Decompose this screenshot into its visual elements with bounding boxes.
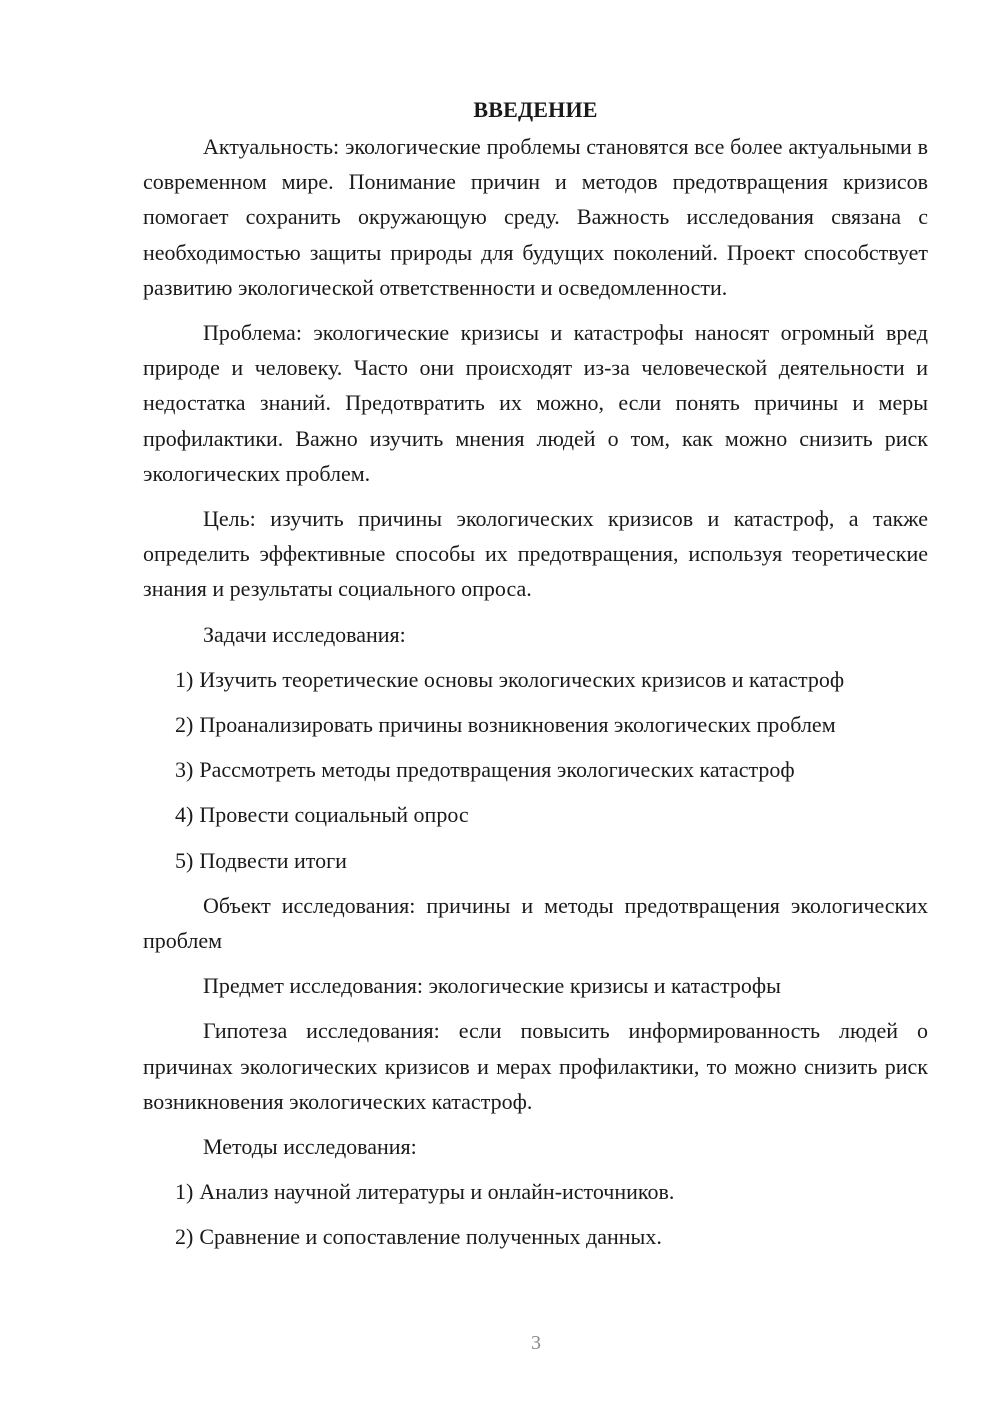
document-page bbox=[143, 92, 928, 1265]
paragraph-object: Объект исследования: причины и методы предотвращения экологических проблем bbox=[143, 892, 928, 954]
list-item-text: Анализ научной литературы и онлайн-источников. bbox=[199, 1179, 675, 1205]
list-item-number: 1) bbox=[175, 666, 194, 692]
list-item bbox=[143, 707, 928, 742]
list-item bbox=[143, 797, 928, 832]
list-item-text: Проанализировать причины возникновения экологических проблем bbox=[199, 712, 836, 738]
list-item-number: 2) bbox=[175, 1224, 194, 1250]
list-item-number: 1) bbox=[175, 1179, 194, 1205]
paragraph-relevance: Актуальность: экологические проблемы становятся все более актуальными в современном мире. Понимание причин и методов предотвращения кризисов помогает сохранить окружающую среду. Важность исследования связана с необходимостью защиты природы для будущих поколений. Проект способствует развитию экологической ответственности и осведомленности. bbox=[143, 134, 928, 300]
list-item-number: 2) bbox=[175, 712, 194, 738]
tasks-list bbox=[143, 662, 928, 878]
list-item-text: Сравнение и сопоставление полученных данных. bbox=[199, 1224, 662, 1250]
section-title: ВВЕДЕНИЕ bbox=[473, 97, 598, 122]
page-number: 3 bbox=[531, 1332, 541, 1354]
list-item-number: 3) bbox=[175, 757, 194, 783]
paragraph-problem: Проблема: экологические кризисы и катастрофы наносят огромный вред природе и человеку. Часто они происходят из-за человеческой деятельности и недостатка знаний. Предотвратить их можно, если понять причины и меры профилактики. Важно изучить мнения людей о том, как можно снизить риск экологических проблем. bbox=[143, 320, 928, 486]
list-item bbox=[143, 752, 928, 787]
list-item bbox=[143, 1174, 928, 1209]
list-item-number: 5) bbox=[175, 847, 194, 873]
list-item bbox=[143, 843, 928, 878]
paragraph-subject: Предмет исследования: экологические кризисы и катастрофы bbox=[203, 973, 781, 999]
list-item bbox=[143, 1219, 928, 1254]
list-item-text: Провести социальный опрос bbox=[199, 802, 469, 828]
paragraph-goal: Цель: изучить причины экологических кризисов и катастроф, а также определить эффективные способы их предотвращения, используя теоретические знания и результаты социального опроса. bbox=[143, 506, 928, 602]
methods-heading: Методы исследования: bbox=[203, 1134, 417, 1160]
paragraph-hypothesis: Гипотеза исследования: если повысить информированность людей о причинах экологических кризисов и мерах профилактики, то можно снизить риск возникновения экологических катастроф. bbox=[143, 1018, 928, 1114]
list-item-number: 4) bbox=[175, 802, 194, 828]
methods-list bbox=[143, 1174, 928, 1254]
tasks-heading: Задачи исследования: bbox=[203, 621, 406, 647]
list-item-text: Изучить теоретические основы экологических кризисов и катастроф bbox=[199, 666, 845, 692]
list-item-text: Подвести итоги bbox=[199, 847, 347, 873]
list-item-text: Рассмотреть методы предотвращения экологических катастроф bbox=[199, 757, 795, 783]
list-item bbox=[143, 662, 928, 697]
